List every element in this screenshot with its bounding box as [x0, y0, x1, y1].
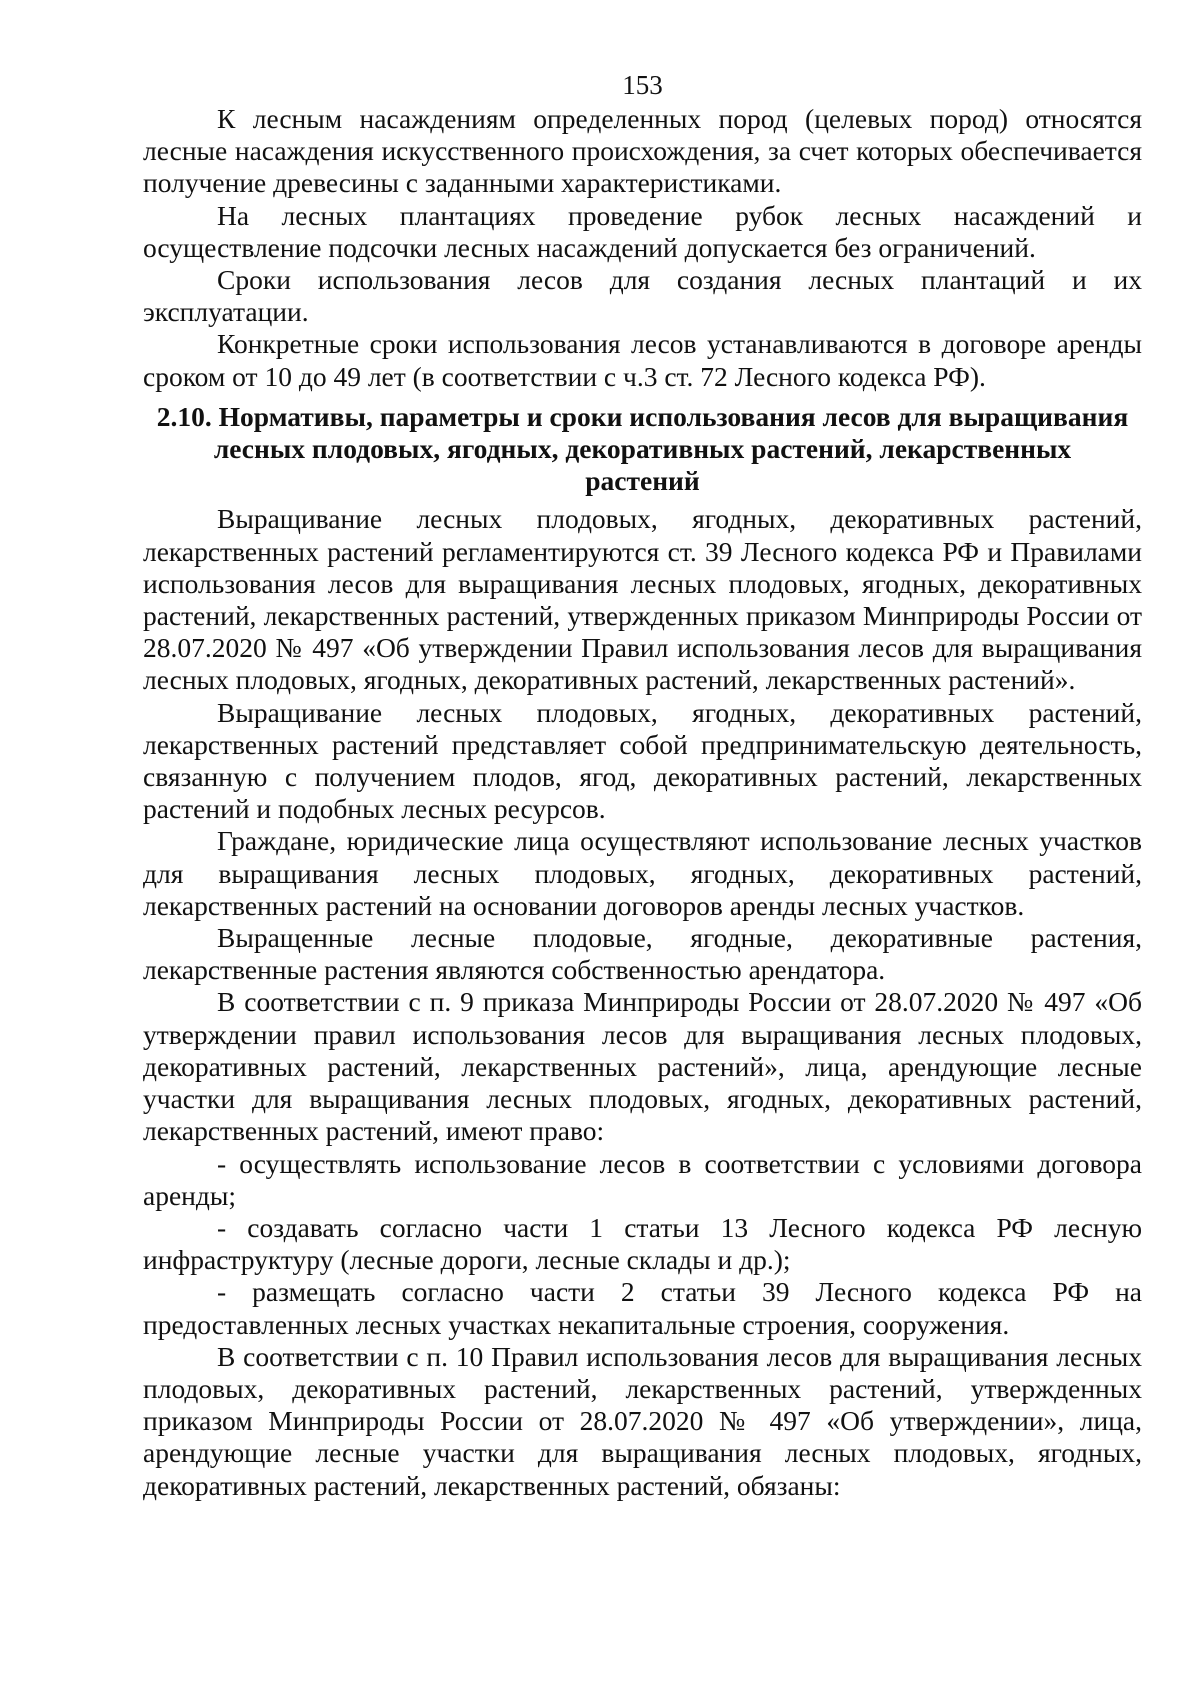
page-number: 153 [622, 70, 663, 100]
paragraph-ownership: Выращенные лесные плодовые, ягодные, декоративные растения, лекарственные растения являются собственностью арендатора. [143, 922, 1142, 986]
section-heading-2-10 [143, 401, 1142, 498]
paragraph-plantation-felling: На лесных плантациях проведение рубок лесных насаждений и осуществление подсочки лесных насаждений допускается без ограничений. [143, 199, 1142, 263]
paragraph-obligations-intro: В соответствии с п. 10 Правил использования лесов для выращивания лесных плодовых, декоративных растений, лекарственных растений, утвержденных приказом Минприроды России от 28.07.2020 № 497 «Об утверждении», лица, арендующие лесные участки для выращивания лесных плодовых, ягодных, декоративных растений, лекарственных растений, обязаны: [143, 1340, 1142, 1501]
list-item-right: - создавать согласно части 1 статьи 13 Лесного кодекса РФ лесную инфраструктуру (лесные дороги, лесные склады и др.); [143, 1211, 1142, 1276]
section-heading-line: 2.10. Нормативы, параметры и сроки использования лесов для выращивания [156, 400, 1129, 432]
section-heading-line: лесных плодовых, ягодных, декоративных растений, лекарственных [213, 433, 1072, 465]
paragraph-target-species: К лесным насаждениям определенных пород (целевых пород) относятся лесные насаждения искусственного происхождения, за счет которых обеспечивается получение древесины с заданными характеристиками. [143, 103, 1142, 199]
list-item-right: - размещать согласно части 2 статьи 39 Лесного кодекса РФ на предоставленных лесных участках некапитальные строения, сооружения. [143, 1276, 1142, 1340]
paragraph-lease-terms: Конкретные сроки использования лесов устанавливаются в договоре аренды сроком от 10 до 49 лет (в соответствии с ч.3 ст. 72 Лесного кодекса РФ). [143, 328, 1142, 392]
paragraph-lease-basis: Граждане, юридические лица осуществляют использование лесных участков для выращивания лесных плодовых, ягодных, декоративных растений, лекарственных растений на основании договоров аренды лесных участков. [143, 825, 1142, 921]
document-page [143, 68, 1142, 1502]
list-item-right: - осуществлять использование лесов в соответствии с условиями договора аренды; [143, 1147, 1142, 1211]
paragraph-regulation: Выращивание лесных плодовых, ягодных, декоративных растений, лекарственных растений регламентируются ст. 39 Лесного кодекса РФ и Правилами использования лесов для выращивания лесных плодовых, ягодных, декоративных растений, лекарственных растений, утвержденных приказом Минприроды России от 28.07.2020 № 497 «Об утверждении Правил использования лесов для выращивания лесных плодовых, ягодных, декоративных растений, лекарственных растений». [143, 503, 1142, 696]
section-heading-line: растений [585, 465, 700, 497]
paragraph-business-activity: Выращивание лесных плодовых, ягодных, декоративных растений, лекарственных растений представляет собой предпринимательскую деятельность, связанную с получением плодов, ягод, декоративных растений, лекарственных растений и подобных лесных ресурсов. [143, 696, 1142, 825]
paragraph-usage-terms: Сроки использования лесов для создания лесных плантаций и их эксплуатации. [143, 264, 1142, 328]
paragraph-rights-intro: В соответствии с п. 9 приказа Минприроды России от 28.07.2020 № 497 «Об утверждении правил использования лесов для выращивания лесных плодовых, декоративных растений, лекарственных растений», лица, арендующие лесные участки для выращивания лесных плодовых, ягодных, декоративных растений, лекарственных растений, имеют право: [143, 986, 1142, 1147]
